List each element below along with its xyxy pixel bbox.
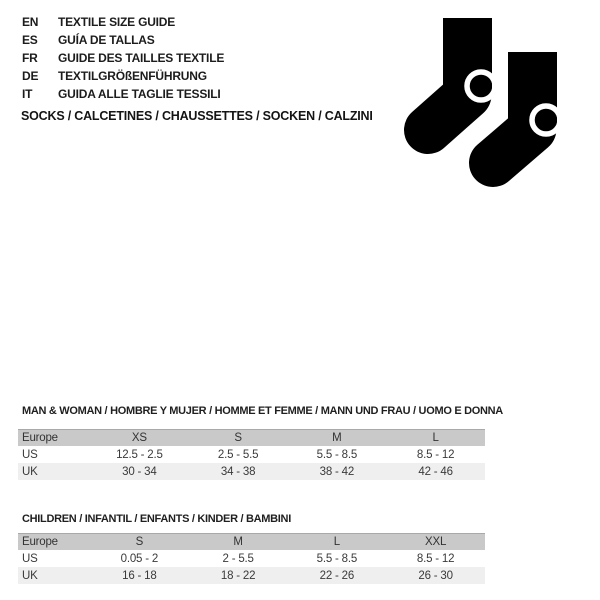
region-label: US <box>22 552 38 565</box>
language-list <box>22 13 224 103</box>
language-code: FR <box>22 51 38 65</box>
column-header-size: XXL <box>425 536 447 548</box>
size-value: 5.5 - 8.5 <box>316 552 358 565</box>
right-sock <box>493 52 560 163</box>
language-label: TEXTILGRÖßENFÜHRUNG <box>58 69 207 83</box>
table-row-us <box>18 446 485 463</box>
table-row-us <box>18 550 485 567</box>
language-label: TEXTILE SIZE GUIDE <box>58 15 176 29</box>
socks-icon <box>400 5 570 200</box>
size-value: 5.5 - 8.5 <box>316 448 358 461</box>
language-label: GUÍA DE TALLAS <box>58 33 155 47</box>
column-header-size: L <box>333 536 340 548</box>
language-code: EN <box>22 15 39 29</box>
size-value: 26 - 30 <box>418 569 453 582</box>
size-value: 38 - 42 <box>319 465 355 478</box>
size-table-children <box>18 533 485 584</box>
column-header-size: L <box>432 432 439 444</box>
table-header-row <box>18 429 485 446</box>
language-code: ES <box>22 33 38 47</box>
size-value: 42 - 46 <box>418 465 453 478</box>
size-value: 22 - 26 <box>319 569 355 582</box>
size-value: 2.5 - 5.5 <box>217 448 259 461</box>
language-row-fr <box>22 49 224 67</box>
category-title: SOCKS / CALCETINES / CHAUSSETTES / SOCKEN / CALZINI <box>21 109 373 123</box>
language-row-de <box>22 67 224 85</box>
language-code: DE <box>22 69 39 83</box>
size-value: 34 - 38 <box>220 465 256 478</box>
language-row-it <box>22 85 224 103</box>
adult-table-title: MAN & WOMAN / HOMBRE Y MUJER / HOMME ET FEMME / MANN UND FRAU / UOMO E DONNA <box>22 405 503 417</box>
size-value: 30 - 34 <box>122 465 157 478</box>
language-label: GUIDA ALLE TAGLIE TESSILI <box>58 87 221 101</box>
size-value: 8.5 - 12 <box>416 552 455 565</box>
column-header-size: M <box>233 536 243 548</box>
region-label: US <box>22 448 38 461</box>
column-header-region: Europe <box>22 432 58 444</box>
region-label: UK <box>22 465 38 478</box>
left-sock <box>428 18 495 130</box>
language-code: IT <box>22 87 33 101</box>
column-header-region: Europe <box>22 536 58 548</box>
size-table-adult <box>18 429 485 480</box>
table-header-row <box>18 533 485 550</box>
language-row-es <box>22 31 224 49</box>
size-value: 8.5 - 12 <box>416 448 455 461</box>
column-header-size: S <box>135 536 144 548</box>
language-row-en <box>22 13 224 31</box>
table-row-uk <box>18 567 485 584</box>
size-value: 0.05 - 2 <box>120 552 159 565</box>
column-header-size: XS <box>131 432 147 444</box>
size-value: 2 - 5.5 <box>222 552 254 565</box>
size-value: 16 - 18 <box>122 569 157 582</box>
region-label: UK <box>22 569 38 582</box>
children-table-title: CHILDREN / INFANTIL / ENFANTS / KINDER / BAMBINI <box>22 513 291 525</box>
table-row-uk <box>18 463 485 480</box>
language-label: GUIDE DES TAILLES TEXTILE <box>58 51 225 65</box>
column-header-size: M <box>332 432 342 444</box>
size-value: 18 - 22 <box>220 569 256 582</box>
size-value: 12.5 - 2.5 <box>116 448 163 461</box>
column-header-size: S <box>234 432 242 444</box>
